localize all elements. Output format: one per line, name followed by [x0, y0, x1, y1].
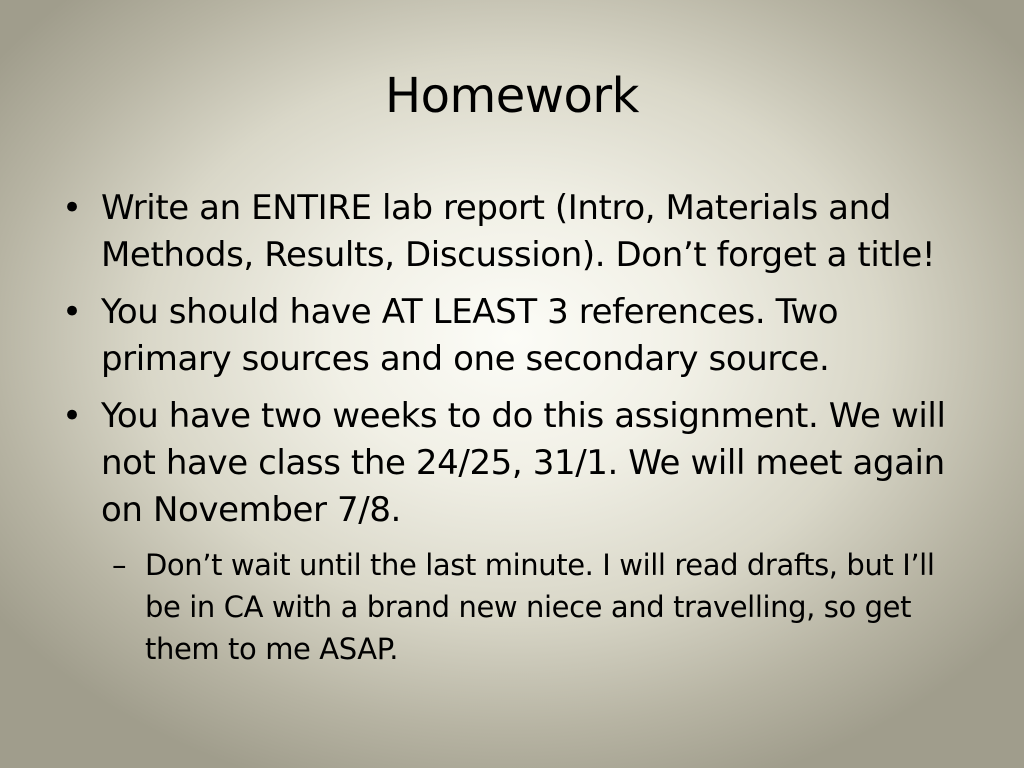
sub-bullet-item	[60, 544, 960, 670]
sub-bullet-marker: –	[112, 548, 127, 582]
bullet-text: You should have AT LEAST 3 references. Two primary sources and one secondary source.	[101, 292, 839, 379]
bullet-item	[60, 289, 960, 383]
bullet-text: Write an ENTIRE lab report (Intro, Materials and Methods, Results, Discussion). Don’t forget a title!	[101, 188, 936, 275]
bullet-item	[60, 185, 960, 279]
slide-body	[60, 185, 960, 670]
sub-bullet-text: Don’t wait until the last minute. I will read drafts, but I’ll be in CA with a brand new niece and travelling, so get them to me ASAP.	[145, 548, 935, 666]
bullet-marker: •	[62, 188, 82, 228]
bullet-item	[60, 393, 960, 534]
bullet-marker: •	[62, 396, 82, 436]
slide-title: Homework	[385, 68, 639, 124]
bullet-text: You have two weeks to do this assignment. We will not have class the 24/25, 31/1. We will meet again on November 7/8.	[101, 396, 946, 530]
bullet-marker: •	[62, 292, 82, 332]
